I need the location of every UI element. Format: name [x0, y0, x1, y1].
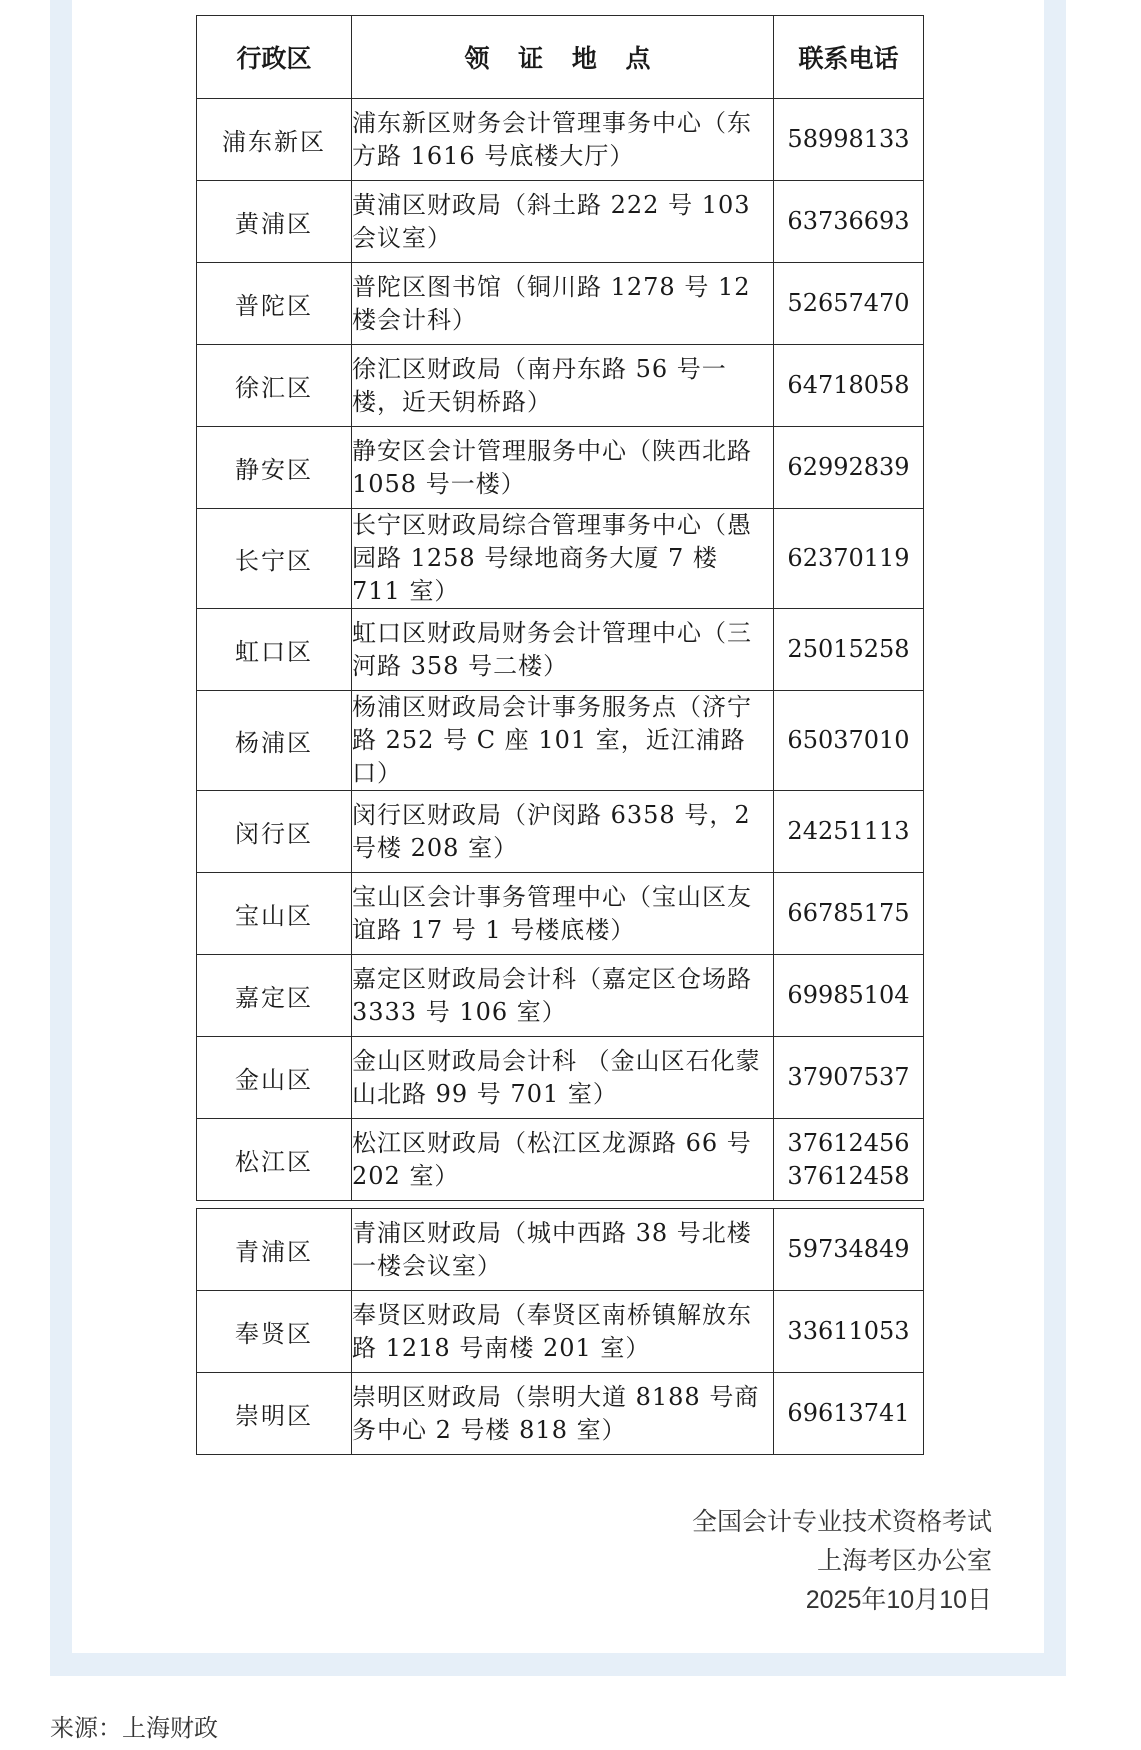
location-cell: 普陀区图书馆（铜川路 1278 号 12 楼会计科）: [352, 263, 774, 345]
location-cell: 奉贤区财政局（奉贤区南桥镇解放东路 1218 号南楼 201 室）: [352, 1291, 774, 1373]
announcement-frame: [50, 0, 1066, 1676]
table-row: [197, 791, 924, 873]
district-cell: 徐汇区: [197, 345, 352, 427]
header-district: 行政区: [197, 16, 352, 99]
phone-cell: 64718058: [774, 345, 924, 427]
issuer-line-2: 上海考区办公室: [816, 1547, 992, 1575]
phone-cell: 58998133: [774, 99, 924, 181]
table-row: [197, 691, 924, 791]
location-cell: 徐汇区财政局（南丹东路 56 号一楼，近天钥桥路）: [352, 345, 774, 427]
issuer-signature: [692, 1503, 992, 1620]
district-cell: 金山区: [197, 1037, 352, 1119]
phone-cell: 33611053: [774, 1291, 924, 1373]
location-cell: 宝山区会计事务管理中心（宝山区友谊路 17 号 1 号楼底楼）: [352, 873, 774, 955]
district-cell: 浦东新区: [197, 99, 352, 181]
table-row: [197, 1119, 924, 1201]
announcement-card: [72, 0, 1044, 1653]
location-cell: 黄浦区财政局（斜土路 222 号 103 会议室）: [352, 181, 774, 263]
district-cell: 嘉定区: [197, 955, 352, 1037]
phone-cell: 69985104: [774, 955, 924, 1037]
location-cell: 金山区财政局会计科 （金山区石化蒙山北路 99 号 701 室）: [352, 1037, 774, 1119]
table-row: [197, 345, 924, 427]
certificate-pickup-table: [196, 15, 924, 1455]
district-cell: 青浦区: [197, 1209, 352, 1291]
table-header-row: [197, 16, 924, 99]
table-row: [197, 99, 924, 181]
table-row: [197, 1037, 924, 1119]
district-cell: 宝山区: [197, 873, 352, 955]
phone-cell: 69613741: [774, 1373, 924, 1455]
phone-cell: 37907537: [774, 1037, 924, 1119]
location-cell: 嘉定区财政局会计科（嘉定区仓场路 3333 号 106 室）: [352, 955, 774, 1037]
district-cell: 杨浦区: [197, 691, 352, 791]
table-row: [197, 427, 924, 509]
location-cell: 静安区会计管理服务中心（陕西北路 1058 号一楼）: [352, 427, 774, 509]
table-row: [197, 955, 924, 1037]
header-phone: 联系电话: [774, 16, 924, 99]
table-row: [197, 263, 924, 345]
phone-cell: 25015258: [774, 609, 924, 691]
district-cell: 奉贤区: [197, 1291, 352, 1373]
table-row: [197, 1373, 924, 1455]
location-cell: 浦东新区财务会计管理事务中心（东方路 1616 号底楼大厅）: [352, 99, 774, 181]
district-cell: 普陀区: [197, 263, 352, 345]
phone-cell: 66785175: [774, 873, 924, 955]
district-cell: 虹口区: [197, 609, 352, 691]
phone-cell: 65037010: [774, 691, 924, 791]
location-cell: 松江区财政局（松江区龙源路 66 号 202 室）: [352, 1119, 774, 1201]
location-cell: 闵行区财政局（沪闵路 6358 号，2 号楼 208 室）: [352, 791, 774, 873]
phone-cell: 37612456 37612458: [774, 1119, 924, 1201]
header-location: 领 证 地 点: [352, 16, 774, 99]
table-row: [197, 1291, 924, 1373]
district-cell: 闵行区: [197, 791, 352, 873]
district-cell: 崇明区: [197, 1373, 352, 1455]
phone-cell: 62992839: [774, 427, 924, 509]
phone-cell: 62370119: [774, 509, 924, 609]
location-cell: 杨浦区财政局会计事务服务点（济宁路 252 号 C 座 101 室，近江浦路口）: [352, 691, 774, 791]
location-cell: 虹口区财政局财务会计管理中心（三河路 358 号二楼）: [352, 609, 774, 691]
district-cell: 松江区: [197, 1119, 352, 1201]
table-row: [197, 873, 924, 955]
phone-cell: 24251113: [774, 791, 924, 873]
source-note: 来源：上海财政: [50, 1715, 218, 1742]
table-row: [197, 181, 924, 263]
issue-date: 2025年10月10日: [805, 1586, 992, 1614]
location-cell: 崇明区财政局（崇明大道 8188 号商务中心 2 号楼 818 室）: [352, 1373, 774, 1455]
district-cell: 长宁区: [197, 509, 352, 609]
location-cell: 长宁区财政局综合管理事务中心（愚园路 1258 号绿地商务大厦 7 楼 711 室）: [352, 509, 774, 609]
table-section-gap: [197, 1201, 924, 1209]
phone-cell: 52657470: [774, 263, 924, 345]
issuer-line-1: 全国会计专业技术资格考试: [691, 1508, 992, 1536]
table-row: [197, 1209, 924, 1291]
table-row: [197, 509, 924, 609]
table-row: [197, 609, 924, 691]
location-cell: 青浦区财政局（城中西路 38 号北楼一楼会议室）: [352, 1209, 774, 1291]
gap-cell: [197, 1201, 924, 1209]
phone-cell: 63736693: [774, 181, 924, 263]
district-cell: 静安区: [197, 427, 352, 509]
phone-cell: 59734849: [774, 1209, 924, 1291]
district-cell: 黄浦区: [197, 181, 352, 263]
